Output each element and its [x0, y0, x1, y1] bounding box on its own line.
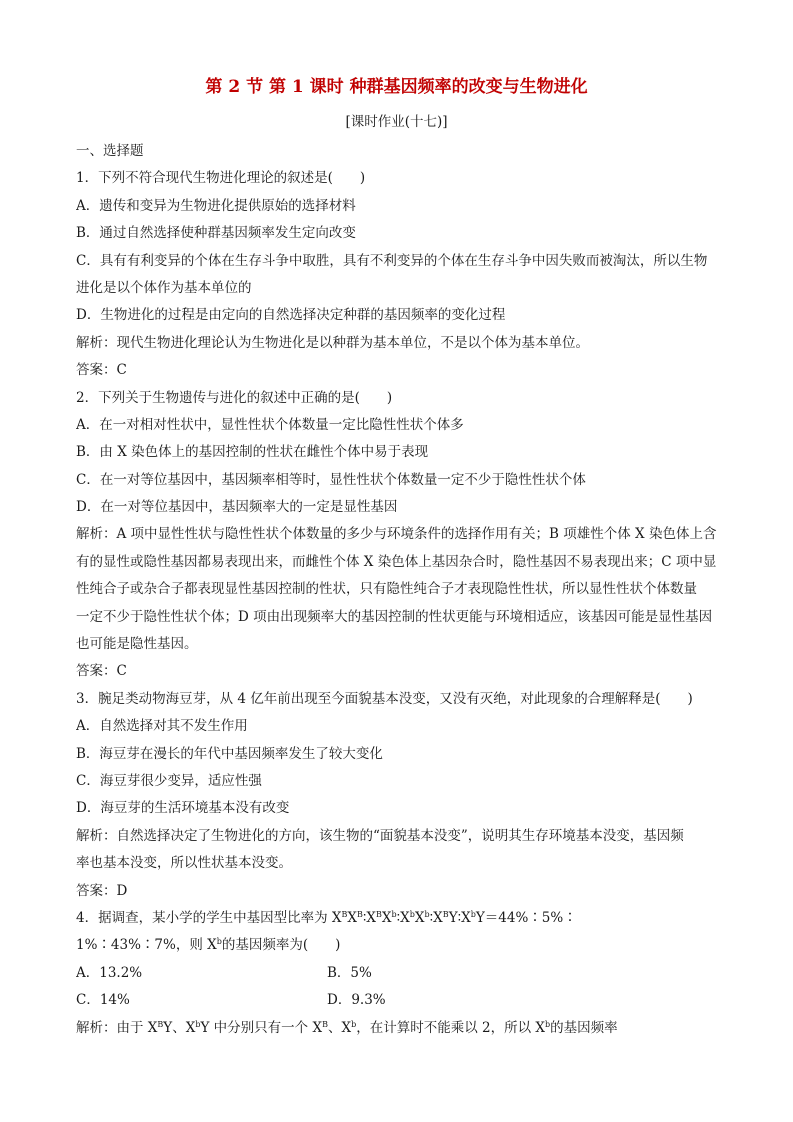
question-2-analysis-line-1: 解析：A 项中显性性状与隐性性状个体数量的多少与环境条件的选择作用有关；B 项雄性个体 X 染色体上含 — [76, 526, 717, 543]
question-4-option-c: C．14% — [76, 992, 130, 1009]
question-4-options-row-2 — [76, 987, 736, 1014]
question-1-option-c-continued: 进化是以个体作为基本单位的 — [76, 279, 252, 296]
q4-stem-text: ∶X — [396, 909, 410, 926]
question-2-option-d: D．在一对等位基因中，基因频率大的一定是显性基因 — [76, 499, 398, 516]
question-1-option-d: D．生物进化的过程是由定向的自然选择决定种群的基因频率的变化过程 — [76, 307, 506, 324]
superscript: b — [424, 909, 430, 919]
superscript: B — [341, 909, 348, 919]
q4-stem-text: Y＝44%∶5%∶ — [475, 909, 577, 926]
question-4-stem-continued — [76, 932, 736, 959]
question-3-stem: 3．腕足类动物海豆芽，从 4 亿年前出现至今面貌基本没变，又没有灭绝，对此现象的合理解释是( ) — [76, 690, 693, 707]
superscript: B — [357, 909, 363, 919]
question-4-stem — [76, 905, 736, 932]
question-1-option-c: C．具有有利变异的个体在生存斗争中取胜，具有不利变异的个体在生存斗争中因失败而被淘汰，所以生物 — [76, 252, 708, 269]
question-1-analysis: 解析：现代生物进化理论认为生物进化是以种群为基本单位，不是以个体为基本单位。 — [76, 334, 589, 351]
q4-stem-text: X — [414, 909, 425, 926]
question-2-option-c: C．在一对等位基因中，基因频率相等时，显性性状个体数量一定不少于隐性性状个体 — [76, 471, 586, 488]
question-2-option-a: A．在一对相对性状中，显性性状个体数量一定比隐性性状个体多 — [76, 416, 464, 433]
superscript: b — [351, 1019, 357, 1029]
question-1-option-b: B．通过自然选择使种群基因频率发生定向改变 — [76, 225, 356, 242]
superscript: b — [391, 909, 397, 919]
q4-analysis-text: Y 中分别只有一个 X — [200, 1019, 323, 1036]
superscript: B — [376, 909, 382, 919]
question-3-option-a: A．自然选择对其不发生作用 — [76, 718, 248, 735]
question-1-stem: 1．下列不符合现代生物进化理论的叙述是( ) — [76, 170, 366, 187]
question-2-option-b: B．由 X 染色体上的基因控制的性状在雌性个体中易于表现 — [76, 444, 429, 461]
superscript: B — [442, 909, 449, 919]
question-2-answer: 答案：C — [76, 663, 127, 680]
homework-subtitle: [课时作业(十七)] — [345, 114, 448, 130]
question-1-answer: 答案：C — [76, 362, 127, 379]
q4-stem-text: X — [347, 909, 358, 926]
section-heading: 一、选择题 — [76, 143, 144, 159]
q4-analysis-text: Y、X — [163, 1019, 196, 1036]
question-4-options-row-1 — [76, 960, 736, 987]
q4-stem-text: 4．据调查，某小学的学生中基因型比率为 X — [76, 909, 342, 926]
superscript: b — [545, 1019, 551, 1029]
question-3-analysis-line-2: 率也基本没变，所以性状基本没变。 — [76, 855, 292, 872]
question-2-analysis-line-5: 也可能是隐性基因。 — [76, 636, 198, 653]
superscript: b — [195, 1019, 201, 1029]
q4-stem-text: X — [381, 909, 392, 926]
question-4-option-b: B．5% — [327, 964, 372, 981]
q4-stem-text: Y∶X — [448, 909, 471, 926]
superscript: b — [216, 937, 222, 947]
question-4-analysis — [76, 1015, 736, 1042]
q4-analysis-text: 解析：由于 X — [76, 1019, 158, 1036]
superscript: B — [322, 1019, 328, 1029]
superscript: b — [409, 909, 415, 919]
question-2-stem: 2．下列关于生物遗传与进化的叙述中正确的是( ) — [76, 389, 393, 406]
question-2-analysis-line-4: 一定不少于隐性性状个体；D 项由出现频率大的基因控制的性状更能与环境相适应，该基因可能是显性基因 — [76, 608, 713, 625]
q4-analysis-text: 的基因频率 — [550, 1019, 618, 1036]
superscript: B — [157, 1019, 164, 1029]
question-4-option-a: A．13.2% — [76, 964, 143, 981]
question-2-analysis-line-3: 性纯合子或杂合子都表现显性基因控制的性状，只有隐性纯合子才表现隐性性状，所以显性性状个体数量 — [76, 581, 697, 598]
page-title: 第 2 节 第 1 课时 种群基因频率的改变与生物进化 — [205, 77, 588, 97]
question-1-option-a: A．遗传和变异为生物进化提供原始的选择材料 — [76, 197, 356, 214]
q4-analysis-text: ，在计算时不能乘以 2，所以 X — [356, 1019, 545, 1036]
question-3-option-d: D．海豆芽的生活环境基本没有改变 — [76, 800, 290, 817]
q4-stem-text: 的基因频率为( ) — [221, 937, 341, 954]
question-4-option-d: D．9.3% — [327, 992, 386, 1009]
question-3-analysis-line-1: 解析：自然选择决定了生物进化的方向，该生物的“面貌基本没变”，说明其生存环境基本没变，基因频 — [76, 827, 684, 844]
document-body — [76, 138, 736, 1042]
superscript: b — [470, 909, 476, 919]
q4-stem-text: 1%∶43%∶7%，则 X — [76, 937, 217, 954]
question-3-option-b: B．海豆芽在漫长的年代中基因频率发生了较大变化 — [76, 745, 383, 762]
q4-analysis-text: 、X — [327, 1019, 352, 1036]
q4-stem-text: ∶X — [429, 909, 443, 926]
question-3-option-c: C．海豆芽很少变异，适应性强 — [76, 772, 262, 789]
question-2-analysis-line-2: 有的显性或隐性基因都易表现出来，而雌性个体 X 染色体上基因杂合时，隐性基因不易表现出来；C 项中显 — [76, 553, 717, 570]
q4-stem-text: ∶X — [362, 909, 377, 926]
question-3-answer: 答案：D — [76, 882, 128, 899]
